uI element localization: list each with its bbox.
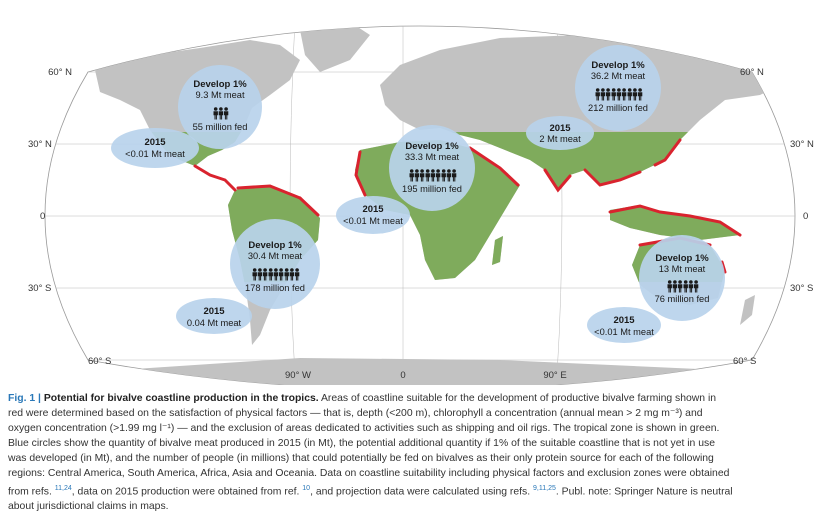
bubble-asia-develop — [575, 45, 661, 131]
lat-label-60s-right: 60° S — [733, 356, 757, 367]
caption-line-7d: . Publ. note: Springer Nature is neutral — [555, 486, 733, 498]
figure-number: Fig. 1 | — [8, 393, 41, 404]
bubble-fed: 55 million fed — [192, 122, 248, 132]
bubble-sa-develop — [230, 219, 320, 309]
caption-ref-2[interactable]: 10 — [302, 485, 311, 492]
caption-line-7b: , data on 2015 production were obtained from ref. — [71, 486, 300, 498]
caption-line-5: was developed (in Mt), and the number of people (in millions) that could potentially be fed on bivalves as their only protein source for each of the following — [8, 453, 714, 464]
caption-line-1: Areas of coastline suitable for the development of productive bivalve farming shown in — [320, 393, 717, 404]
bubble-africa-develop — [389, 125, 475, 211]
bubble-meat: 33.3 Mt meat — [404, 152, 460, 162]
figure-caption — [8, 391, 834, 514]
lat-label-30n-right: 30° N — [790, 139, 814, 150]
caption-ref-1[interactable]: 11,24 — [54, 485, 72, 492]
bubble-title: 2015 — [613, 315, 635, 326]
lat-label-30s-left: 30° S — [28, 283, 52, 294]
bubble-meat: 36.2 Mt meat — [590, 71, 646, 81]
bubble-circle — [230, 219, 320, 309]
caption-line-7a: from refs. — [8, 486, 52, 498]
bubble-title: 2015 — [549, 123, 571, 134]
lat-label-60n-left: 60° N — [48, 67, 72, 78]
caption-ref-3[interactable]: 9,11,25 — [533, 485, 556, 492]
lon-label-90e: 90° E — [543, 370, 567, 381]
bubble-meat: 30.4 Mt meat — [247, 251, 303, 261]
bubble-title: 2015 — [144, 137, 166, 148]
bubble-title: Develop 1% — [655, 253, 709, 264]
bubble-na-2015 — [111, 128, 199, 168]
bubble-sa-2015 — [176, 298, 252, 334]
bubble-oceania-2015 — [587, 307, 661, 343]
bubble-fed: 195 million fed — [402, 184, 462, 194]
bubble-circle — [336, 196, 410, 234]
bubble-meat: 13 Mt meat — [658, 264, 706, 274]
lat-label-eq-left: 0 — [40, 211, 46, 222]
bubble-value: 2 Mt meat — [539, 134, 581, 144]
lat-label-30s-right: 30° S — [790, 283, 814, 294]
bubble-title: 2015 — [362, 204, 384, 215]
bubble-africa-2015 — [336, 196, 410, 234]
bubble-title: Develop 1% — [193, 79, 247, 90]
bubble-value: <0.01 Mt meat — [125, 149, 185, 159]
bubble-title: Develop 1% — [405, 141, 459, 152]
lat-label-30n-left: 30° N — [28, 139, 52, 150]
caption-line-7c: , and projection data were calculated using refs. — [310, 486, 531, 498]
bubble-fed: 76 million fed — [654, 294, 710, 304]
bubble-title: 2015 — [203, 306, 225, 317]
caption-line-4: Blue circles show the quantity of bivalve meat produced in 2015 (in Mt), the potential additional quantity if 1% of the suitable coastline that is not yet in use — [8, 438, 715, 449]
bubble-circle — [111, 128, 199, 168]
bubble-asia-2015 — [526, 116, 594, 150]
lon-label-90w: 90° W — [285, 370, 311, 381]
caption-line-6: regions: Central America, South America, Africa, Asia and Oceania. Data on coastline suitability including physical factors and exclusion zones were obtained — [8, 468, 730, 479]
bubble-value: <0.01 Mt meat — [594, 327, 654, 337]
bubble-value: <0.01 Mt meat — [343, 216, 403, 226]
bubble-circle — [575, 45, 661, 131]
caption-line-3: oxygen concentration (>1.99 mg l⁻¹) — and the exclusion of areas dedicated to activities such as shipping and oil rigs. The tropical zone is shown in green. — [8, 423, 720, 434]
bubble-circle — [639, 235, 725, 321]
lat-label-eq-right: 0 — [803, 211, 809, 222]
caption-line-2: red were determined based on the satisfaction of physical factors — that is, depth (<200 m), chlorophyll a concentration (annual mean > 2 mg m⁻³) and — [8, 408, 703, 419]
caption-line-8: about jurisdictional claims in maps. — [8, 501, 169, 513]
bubble-oceania-develop — [639, 235, 725, 321]
bubble-fed: 178 million fed — [245, 283, 305, 293]
bubble-meat: 9.3 Mt meat — [195, 90, 245, 100]
bubble-title: Develop 1% — [591, 60, 645, 71]
bubble-circle — [389, 125, 475, 211]
lat-label-60n-right: 60° N — [740, 67, 764, 78]
bubble-fed: 212 million fed — [588, 103, 648, 113]
bubble-value: 0.04 Mt meat — [186, 318, 242, 328]
lat-label-60s-left: 60° S — [88, 356, 112, 367]
figure-title: Potential for bivalve coastline production in the tropics. — [43, 393, 319, 404]
lon-label-0: 0 — [400, 370, 406, 381]
bubble-title: Develop 1% — [248, 240, 302, 251]
